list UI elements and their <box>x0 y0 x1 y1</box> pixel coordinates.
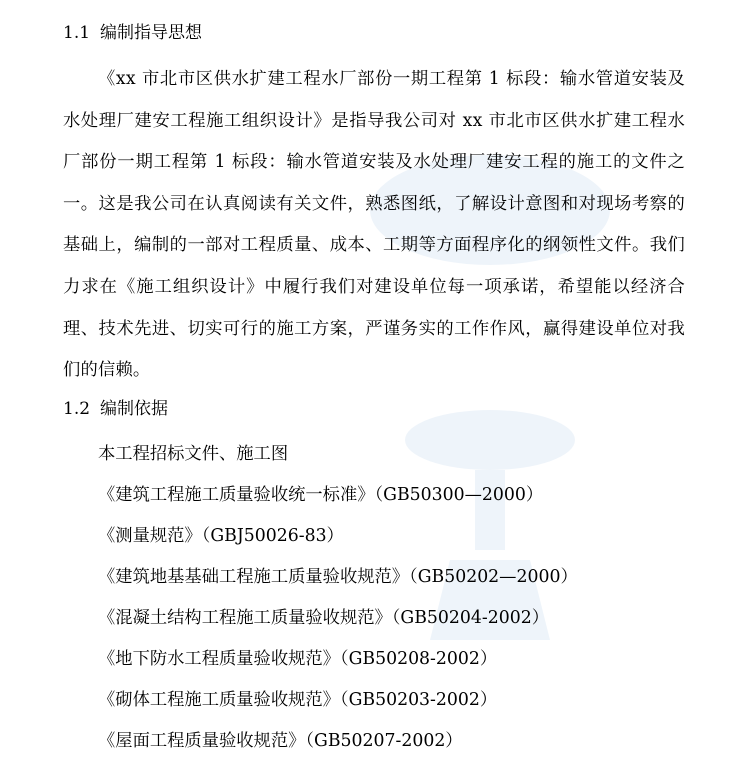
reference-item: 《混凝土结构工程施工质量验收规范》（GB50204-2002） <box>98 608 549 628</box>
reference-item: 本工程招标文件、施工图 <box>98 444 289 464</box>
reference-list <box>98 434 578 762</box>
section-number: 1.1 <box>63 23 91 43</box>
section-1-1-heading <box>63 21 202 45</box>
reference-item: 《屋面工程质量验收规范》（GB50207-2002） <box>98 731 463 751</box>
reference-item: 《地下防水工程质量验收规范》（GB50208-2002） <box>98 649 498 669</box>
reference-item: 《测量规范》（GBJ50026-83） <box>98 526 344 546</box>
section-title: 编制指导思想 <box>100 23 203 43</box>
reference-item: 《建筑地基基础工程施工质量验收规范》（GB50202—2000） <box>98 567 578 587</box>
reference-item: 《砌体工程施工质量验收规范》（GB50203-2002） <box>98 690 498 710</box>
section-title: 编制依据 <box>100 399 169 419</box>
reference-item: 《建筑工程施工质量验收统一标准》（GB50300—2000） <box>98 485 544 505</box>
section-1-2-heading <box>63 397 168 421</box>
section-number: 1.2 <box>63 399 91 419</box>
section-1-1-paragraph: 《xx 市北市区供水扩建工程水厂部份一期工程第 1 标段：输水管道安装及水处理厂建安工程施工组织设计》是指导我公司对 xx 市北市区供水扩建工程水厂部份一期工程第 1 标段：输水管道安装及水处理厂建安工程的施工的文件之一。这是我公司在认真阅读有关文件，熟悉图纸，了解设计意图和对现场考察的基础上，编制的一部对工程质量、成本、工期等方面程序化的纲领性文件。我们力求在《施工组织设计》中履行我们对建设单位每一项承诺，希望能以经济合理、技术先进、切实可行的施工方案，严谨务实的工作作风，赢得建设单位对我们的信赖。 <box>63 69 685 381</box>
